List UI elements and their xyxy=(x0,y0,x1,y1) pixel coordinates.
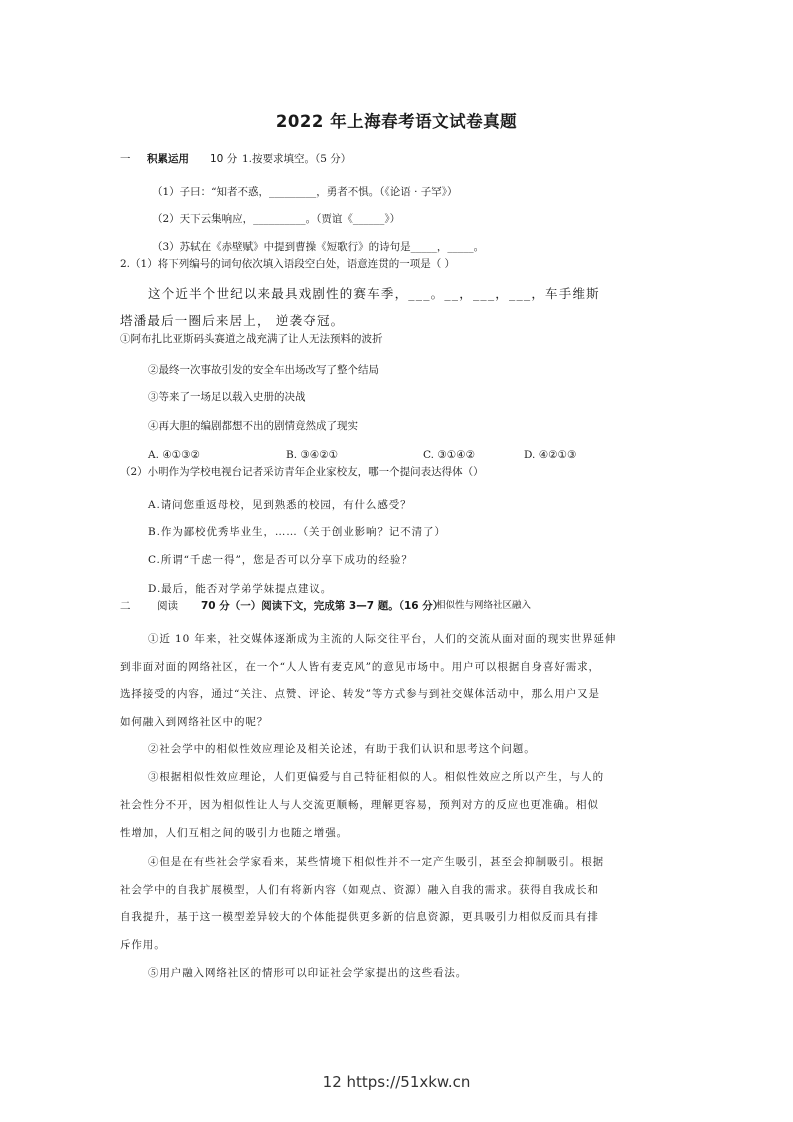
article-title: 相似性与网络社区融入 xyxy=(436,600,532,611)
paragraph-line: 自我提升，基于这一模型差异较大的个体能提供更多新的信息资源，更具吸引力相似反而具有排 xyxy=(120,911,599,923)
choice-item: A.请问您重返母校，见到熟悉的校园，有什么感受？ xyxy=(148,499,412,511)
section-2-number: 二 xyxy=(120,600,131,612)
paragraph-line: 社会性分不开，因为相似性让人与人交流更顺畅，理解更容易，预判对方的反应也更准确。相似 xyxy=(120,799,599,811)
paragraph-line: ④但是在有些社会学家看来，某些情境下相似性并不一定产生吸引，甚至会抑制吸引。根据 xyxy=(148,856,604,868)
choice-d: D. ④②①③ xyxy=(524,449,577,461)
passage-line: 塔潘最后一圈后来居上， 逆袭夺冠。 xyxy=(120,313,345,328)
paragraph-line: ③根据相似性效应理论，人们更偏爱与自己特征相似的人。相似性效应之所以产生，与人的 xyxy=(148,771,604,783)
option-item: ③等来了一场足以载入史册的决战 xyxy=(148,391,306,403)
question-2-1-prompt: 2.（1）将下列编号的词句依次填入语段空白处，语意连贯的一项是（ ） xyxy=(120,258,456,270)
section-2-score: 70 分（一）阅读下文，完成第 3—7 题。（16 分） xyxy=(201,600,444,612)
passage-line: 这个近半个世纪以来最具戏剧性的赛车季，___。__，___，___，车手维斯 xyxy=(148,286,600,301)
paragraph-line: 社会学中的自我扩展模型，人们有将新内容（如观点、资源）融入自我的需求。获得自我成长和 xyxy=(120,884,599,896)
section-2-name: 阅读 xyxy=(157,600,178,612)
paragraph-line: 斥作用。 xyxy=(120,939,166,951)
section-1-name: 积累运用 xyxy=(147,153,189,165)
option-item: ①阿布扎比亚斯码头赛道之战充满了让人无法预料的波折 xyxy=(120,333,383,345)
paragraph-line: 性增加，人们互相之间的吸引力也随之增强。 xyxy=(120,827,348,839)
paragraph-line: ⑤用户融入网络社区的情形可以印证社会学家提出的这些看法。 xyxy=(148,967,468,979)
paragraph-line: 如何融入到网络社区中的呢？ xyxy=(120,716,269,728)
paragraph-line: 选择接受的内容，通过“关注、点赞、评论、转发”等方式参与到社交媒体活动中，那么用户又是 xyxy=(120,688,600,700)
question-1-prompt: 1.按要求填空。（5 分） xyxy=(242,153,352,165)
question-1-item: （1）子曰：“知者不惑，_________，勇者不惧。（《论语 · 子罕》） xyxy=(152,186,458,198)
paragraph-line: 到非面对面的网络社区，在一个“人人皆有麦克风”的意见市场中。用户可以根据自身喜好需求， xyxy=(120,661,600,673)
choice-item: B.作为鄙校优秀毕业生，……（关于创业影响？记不清了） xyxy=(148,526,446,538)
choice-item: D.最后，能否对学弟学妹提点建议。 xyxy=(148,583,333,595)
option-item: ②最终一次事故引发的安全车出场改写了整个结局 xyxy=(148,364,379,376)
choice-a: A. ④①③② xyxy=(148,449,200,461)
document-title: 2022 年上海春考语文试卷真题 xyxy=(275,112,518,131)
question-2-2-prompt: （2）小明作为学校电视台记者采访青年企业家校友，哪一个提问表达得体（） xyxy=(120,466,484,478)
question-1-item: （2）天下云集响应，__________。（贾谊《______》） xyxy=(152,213,401,225)
paragraph-line: ①近 10 年来，社交媒体逐渐成为主流的人际交往平台，人们的交流从面对面的现实世界延伸 xyxy=(148,633,617,645)
question-1-item: （3）苏轼在《赤壁赋》中提到曹操《短歌行》的诗句是_____，_____。 xyxy=(152,241,485,253)
choice-c: C. ③①④② xyxy=(423,449,475,461)
option-item: ④再大胆的编剧都想不出的剧情竟然成了现实 xyxy=(148,420,358,432)
choice-b: B. ③④②① xyxy=(286,449,339,461)
section-1-number: 一 xyxy=(120,153,131,165)
section-1-score: 10 分 xyxy=(210,153,238,165)
choice-item: C.所谓“千虑一得”，您是否可以分享下成功的经验？ xyxy=(148,554,413,566)
page-footer: 12 https://51xkw.cn xyxy=(322,1073,471,1091)
paragraph-line: ②社会学中的相似性效应理论及相关论述，有助于我们认识和思考这个问题。 xyxy=(148,743,536,755)
